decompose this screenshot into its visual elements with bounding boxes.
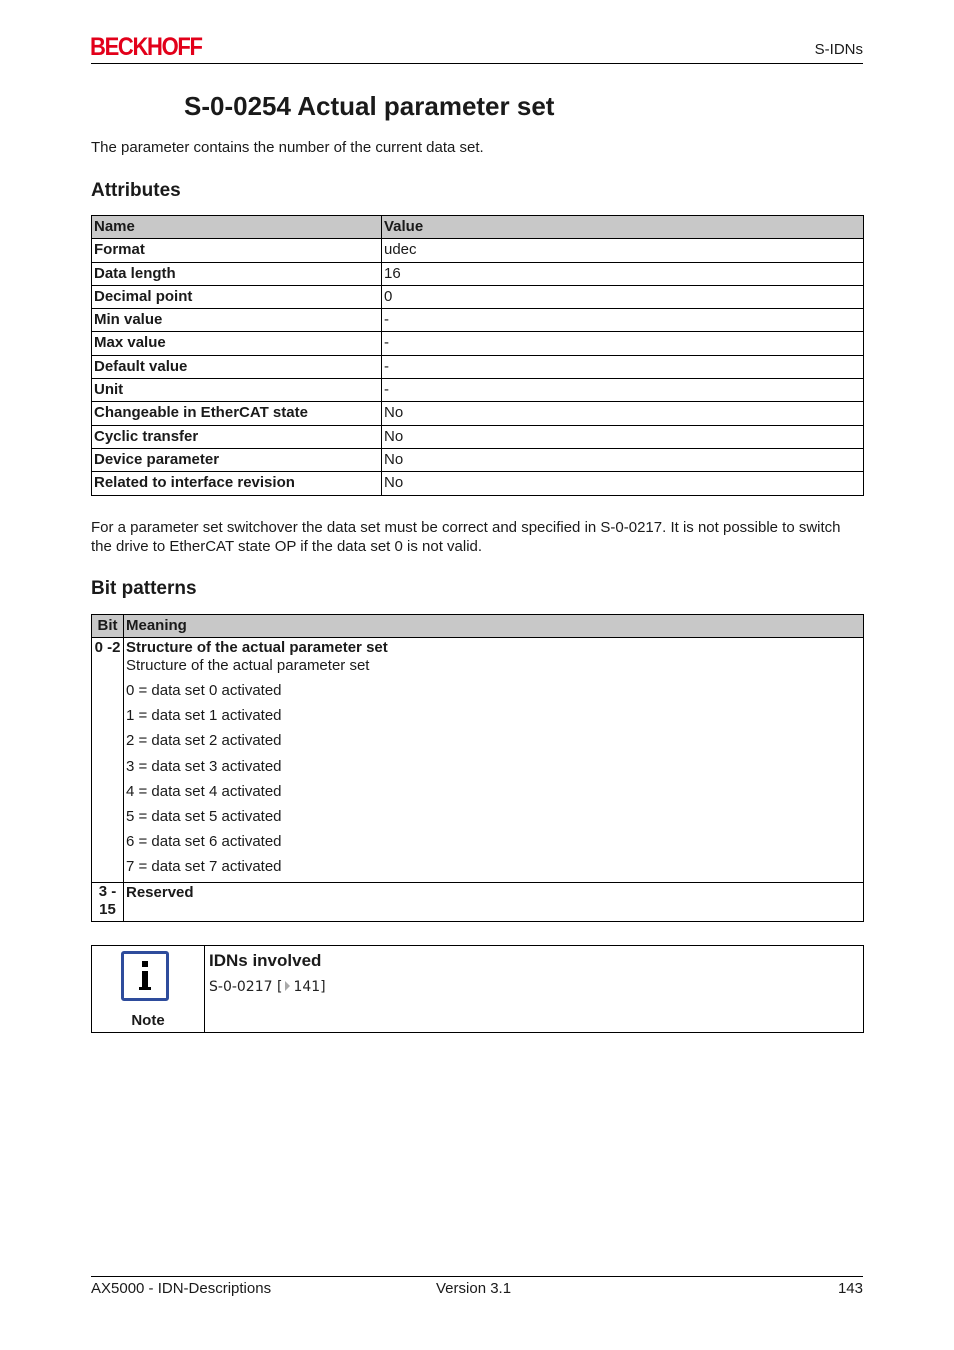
table-row	[92, 638, 864, 883]
table-row	[92, 472, 864, 495]
table-row	[92, 402, 864, 425]
attribute-name: Device parameter	[92, 448, 382, 471]
attribute-name: Max value	[92, 332, 382, 355]
bit-value-item: 0 = data set 0 activated	[126, 682, 282, 699]
attribute-value: No	[382, 425, 864, 448]
bit-meaning	[124, 882, 864, 921]
table-row	[92, 309, 864, 332]
attribute-name: Decimal point	[92, 285, 382, 308]
attribute-name: Related to interface revision	[92, 472, 382, 495]
table-row	[92, 379, 864, 402]
table-row	[92, 285, 864, 308]
bit-meaning-title: Reserved	[126, 883, 194, 901]
page-title: S-0-0254 Actual parameter set	[184, 91, 555, 121]
attributes-table	[91, 215, 864, 496]
attribute-value: No	[382, 472, 864, 495]
attribute-name: Cyclic transfer	[92, 425, 382, 448]
attribute-value: 16	[382, 262, 864, 285]
column-header-value: Value	[382, 216, 864, 239]
note-box	[91, 945, 864, 1033]
bit-range: 3 - 15	[92, 882, 124, 921]
bit-value-item: 7 = data set 7 activated	[126, 858, 282, 876]
attribute-name: Format	[92, 239, 382, 262]
note-icon-panel	[92, 946, 205, 1032]
header-divider	[91, 63, 863, 64]
intro-text: The parameter contains the number of the current data set.	[91, 139, 484, 156]
table-header-row	[92, 615, 864, 638]
info-icon	[121, 951, 169, 1001]
table-row	[92, 332, 864, 355]
attribute-name: Data length	[92, 262, 382, 285]
table-row	[92, 882, 864, 921]
attribute-value: -	[382, 309, 864, 332]
footer-version: Version 3.1	[436, 1280, 512, 1297]
bit-meaning	[124, 638, 864, 883]
attribute-name: Unit	[92, 379, 382, 402]
table-row	[92, 262, 864, 285]
bit-patterns-heading: Bit patterns	[91, 578, 197, 599]
table-row	[92, 425, 864, 448]
table-row	[92, 239, 864, 262]
column-header-meaning: Meaning	[124, 615, 864, 638]
footer-divider	[91, 1276, 863, 1277]
footer-document-title: AX5000 - IDN-Descriptions	[91, 1280, 272, 1297]
page-arrow-icon	[285, 981, 290, 991]
idn-link-text[interactable]: S-0-0217 [	[209, 979, 283, 995]
attribute-value: -	[382, 332, 864, 355]
bit-value-item: 1 = data set 1 activated	[126, 707, 282, 725]
bit-value-item: 4 = data set 4 activated	[126, 782, 282, 800]
bit-meaning-title: Structure of the actual parameter set	[126, 639, 388, 656]
bit-value-item: 3 = data set 3 activated	[126, 757, 282, 775]
attribute-value: 0	[382, 285, 864, 308]
bit-value-item: 6 = data set 6 activated	[126, 833, 282, 851]
bit-meaning-description: Structure of the actual parameter set	[126, 657, 370, 674]
beckhoff-logo: BECKHOFF	[90, 33, 202, 61]
attribute-value: udec	[382, 239, 864, 262]
table-row	[92, 355, 864, 378]
idn-link[interactable]	[209, 979, 863, 995]
table-header-row	[92, 216, 864, 239]
switchover-text: For a parameter set switchover the data set must be correct and specified in S-0-0217. It is not possible to switch the drive to EtherCAT state OP if the data set 0 is not valid.	[91, 519, 841, 555]
attribute-value: No	[382, 448, 864, 471]
column-header-name: Name	[92, 216, 382, 239]
idn-link-page[interactable]: 141]	[293, 979, 326, 995]
section-name: S-IDNs	[814, 41, 863, 58]
bit-patterns-table	[91, 614, 864, 922]
bit-range: 0 -2	[92, 638, 124, 883]
attribute-value: -	[382, 379, 864, 402]
bit-value-item: 2 = data set 2 activated	[126, 732, 282, 750]
column-header-bit: Bit	[92, 615, 124, 638]
table-row	[92, 448, 864, 471]
attribute-name: Min value	[92, 309, 382, 332]
note-content	[205, 946, 863, 1032]
note-title: IDNs involved	[209, 951, 322, 970]
attribute-name: Changeable in EtherCAT state	[92, 402, 382, 425]
attribute-value: No	[382, 402, 864, 425]
attribute-name: Default value	[92, 355, 382, 378]
note-label: Note	[131, 1012, 165, 1029]
attributes-heading: Attributes	[91, 180, 181, 201]
footer-page-number: 143	[837, 1280, 863, 1297]
bit-value-item: 5 = data set 5 activated	[126, 808, 282, 826]
attribute-value: -	[382, 355, 864, 378]
